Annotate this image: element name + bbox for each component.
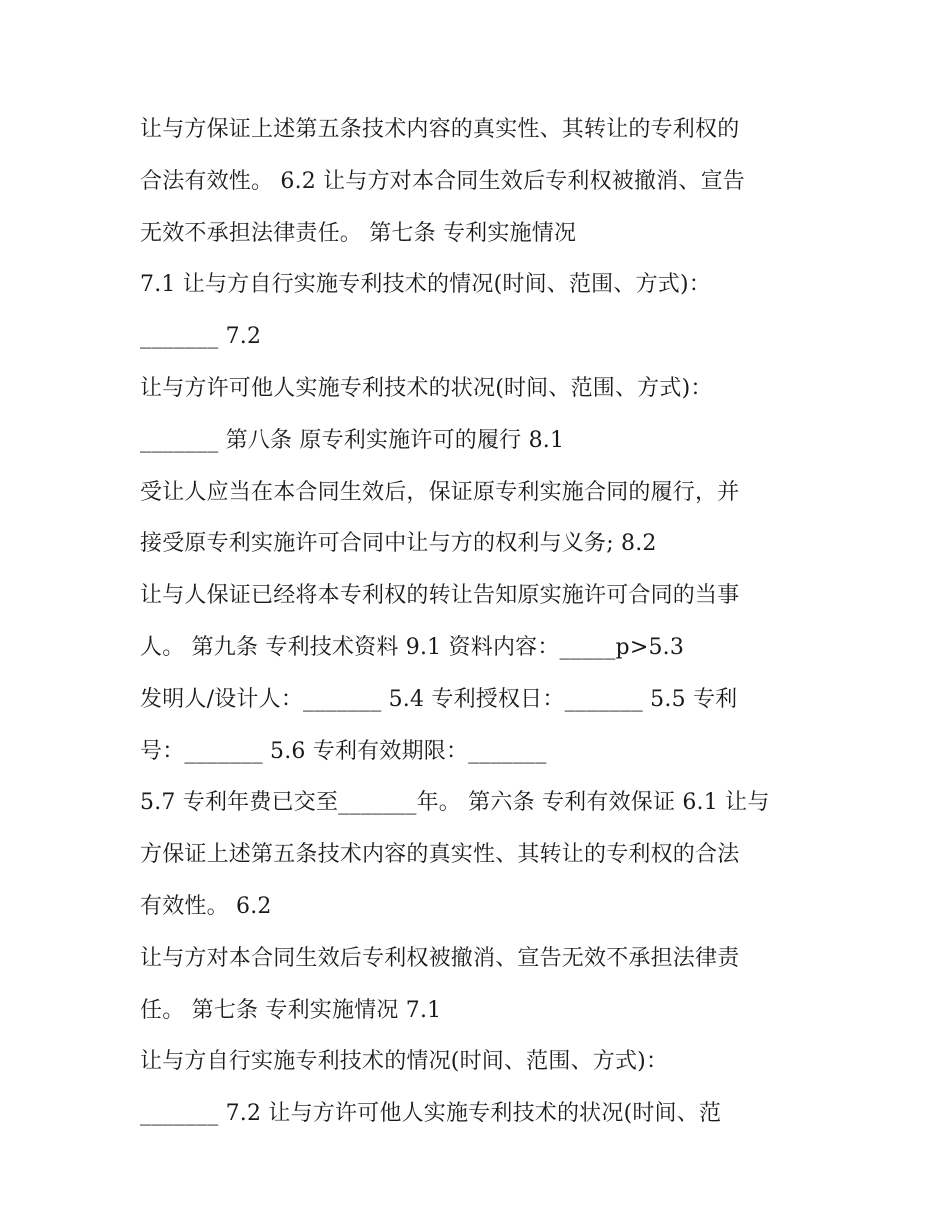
text-line: 合法有效性。 6.2 让与方对本合同生效后专利权被撤消、宣告 <box>140 168 745 194</box>
text-line: 让与方许可他人实施专利技术的状况(时间、范围、方式)： <box>140 375 713 401</box>
text-line: 发明人/设计人：_______ 5.4 专利授权日：_______ 5.5 专利 <box>140 686 738 712</box>
text-line: 让与方保证上述第五条技术内容的真实性、其转让的专利权的 <box>140 117 740 142</box>
text-line: 5.7 专利年费已交至_______年。 第六条 专利有效保证 6.1 让与 <box>140 790 770 816</box>
text-line: _______ 第八条 原专利实施许可的履行 8.1 <box>140 427 565 453</box>
text-line: 让与方对本合同生效后专利权被撤消、宣告无效不承担法律责 <box>140 945 740 971</box>
text-line: 接受原专利实施许可合同中让与方的权利与义务; 8.2 <box>140 531 657 557</box>
text-line: 号：_______ 5.6 专利有效期限：_______ <box>140 738 547 764</box>
text-line: 让与方自行实施专利技术的情况(时间、范围、方式)： <box>140 1049 669 1075</box>
text-line: 7.1 让与方自行实施专利技术的情况(时间、范围、方式)： <box>140 272 711 298</box>
text-line: 有效性。 6.2 <box>140 893 272 919</box>
text-line: 让与人保证已经将本专利权的转让告知原实施许可合同的当事 <box>140 583 740 609</box>
text-line: 受让人应当在本合同生效后，保证原专利实施合同的履行，并 <box>140 479 740 505</box>
text-line: 方保证上述第五条技术内容的真实性、其转让的专利权的合法 <box>140 842 740 868</box>
text-line: 人。 第九条 专利技术资料 9.1 资料内容：_____p>5.3 <box>140 634 685 660</box>
document-body <box>140 104 820 1140</box>
text-line: _______ 7.2 让与方许可他人实施专利技术的状况(时间、范 <box>140 1101 722 1127</box>
text-line: 无效不承担法律责任。 第七条 专利实施情况 <box>140 220 577 246</box>
text-line: 任。 第七条 专利实施情况 7.1 <box>140 997 442 1023</box>
text-line: _______ 7.2 <box>140 324 262 350</box>
